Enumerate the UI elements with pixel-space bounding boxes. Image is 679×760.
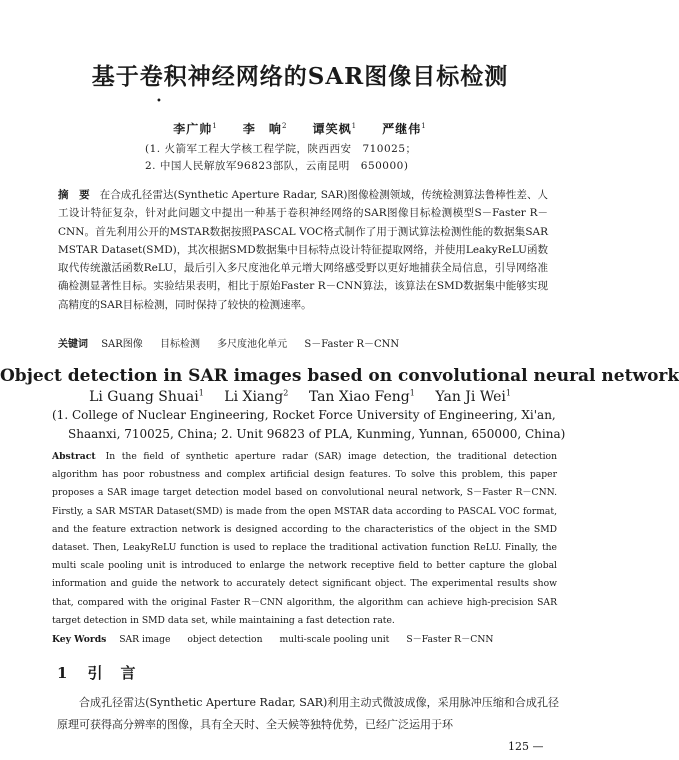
english-affiliation-2: Shaanxi, 710025, China; 2. Unit 96823 of PLA, Kunming, Yunnan, 650000, China) bbox=[68, 427, 566, 441]
english-keyword: SAR image bbox=[119, 634, 171, 645]
english-keyword: S－Faster R－CNN bbox=[406, 634, 494, 645]
chinese-keyword: 目标检测 bbox=[159, 339, 200, 350]
intro-paragraph: 合成孔径雷达(Synthetic Aperture Radar, SAR)利用主动式微波成像，采用脉冲压缩和合成孔径原理可获得高分辨率的图像，具有全天时、全天候等独特优势，已经广泛运用于环 bbox=[57, 696, 559, 731]
english-title: Object detection in SAR images based on convolutional neural network bbox=[0, 366, 679, 386]
chinese-abstract bbox=[58, 186, 548, 314]
chinese-abstract-label: 摘 要 bbox=[58, 189, 90, 201]
en-author-3: Tan Xiao Feng$^1$ bbox=[308, 388, 415, 405]
author-2: 李 响$^2$ bbox=[242, 122, 288, 136]
en-author-4: Yan Ji Wei$^1$ bbox=[435, 388, 511, 405]
chinese-title: 基于卷积神经网络的SAR图像目标检测 bbox=[91, 63, 509, 90]
en-author-1: Li Guang Shuai$^1$ bbox=[89, 388, 204, 405]
title-footnote-dot: • bbox=[156, 96, 162, 107]
author-3: 谭笑枫$^1$ bbox=[312, 122, 358, 136]
chinese-keyword: 多尺度池化单元 bbox=[217, 339, 288, 350]
chinese-affiliation-2: 2. 中国人民解放军96823部队，云南昆明 650000) bbox=[145, 160, 409, 172]
english-authors bbox=[0, 388, 600, 405]
english-keyword: object detection bbox=[187, 634, 263, 645]
english-affiliation-1: (1. College of Nuclear Engineering, Rocket Force University of Engineering, Xi'an, bbox=[52, 408, 556, 422]
english-keywords-label: Key Words bbox=[52, 634, 107, 645]
english-abstract-label: Abstract bbox=[52, 451, 96, 462]
author-4: 严继伟$^1$ bbox=[382, 122, 427, 136]
english-keyword: multi-scale pooling unit bbox=[279, 634, 390, 645]
section-title: 引言 bbox=[87, 664, 154, 682]
section-number: 1 bbox=[57, 664, 68, 682]
page-number: 125 — bbox=[508, 740, 544, 753]
english-abstract-text: In the field of synthetic aperture radar (SAR) image detection, the traditional detection algorithm has poor robustness and complex artificial design features. To solve this problem, this paper proposes a SAR image target detection model based on convolutional neural network, S－Faster R－CNN. Firstly, a SAR MSTAR Dataset(SMD) is made from the open MSTAR data according to PASCAL VOC format, and the feature extraction network is designed according to the characteristics of the object in the SMD dataset. Then, LeakyReLU function is used to replace the traditional activation function ReLU. Finally, the multi scale pooling unit is introduced to enlarge the network receptive field to better capture the global information and guide the network to accurately detect significant object. The experimental results show that, compared with the original Faster R－CNN algorithm, the algorithm can achieve high-precision SAR target detection in SMD data set, while maintaining a fast detection rate. bbox=[52, 451, 557, 626]
chinese-keyword: S－Faster R－CNN bbox=[304, 339, 400, 350]
section-heading bbox=[57, 662, 153, 683]
chinese-authors bbox=[0, 120, 600, 137]
en-author-2: Li Xiang$^2$ bbox=[224, 388, 289, 405]
chinese-abstract-text: 在合成孔径雷达(Synthetic Aperture Radar, SAR)图像检测领域，传统检测算法鲁棒性差、人工设计特征复杂，针对此问题文中提出一种基于卷积神经网络的SAR图像目标检测模型S－Faster R－CNN。首先利用公开的MSTAR数据按照PASCAL VOC格式制作了用于测试算法检测性能的数据集SAR MSTAR Dataset(SMD)，其次根据SMD数据集中目标特点设计特征提取网络，并使用LeakyReLU函数取代传统激活函数ReLU，最后引入多尺度池化单元增大网络感受野以更好地捕获全局信息，引导网络准确检测显著性目标。实验结果表明，相比于原始Faster R－CNN算法，该算法在SMD数据集中能够实现高精度的SAR目标检测，同时保持了较快的检测速率。 bbox=[58, 189, 549, 311]
english-keywords bbox=[52, 631, 557, 645]
chinese-keywords bbox=[58, 335, 548, 350]
chinese-keywords-label: 关键词 bbox=[58, 339, 88, 350]
english-abstract bbox=[52, 448, 557, 630]
author-1: 李广帅$^1$ bbox=[173, 122, 218, 136]
chinese-affiliation-1: (1. 火箭军工程大学核工程学院，陕西西安 710025； bbox=[145, 143, 417, 155]
chinese-keyword: SAR图像 bbox=[101, 339, 143, 350]
